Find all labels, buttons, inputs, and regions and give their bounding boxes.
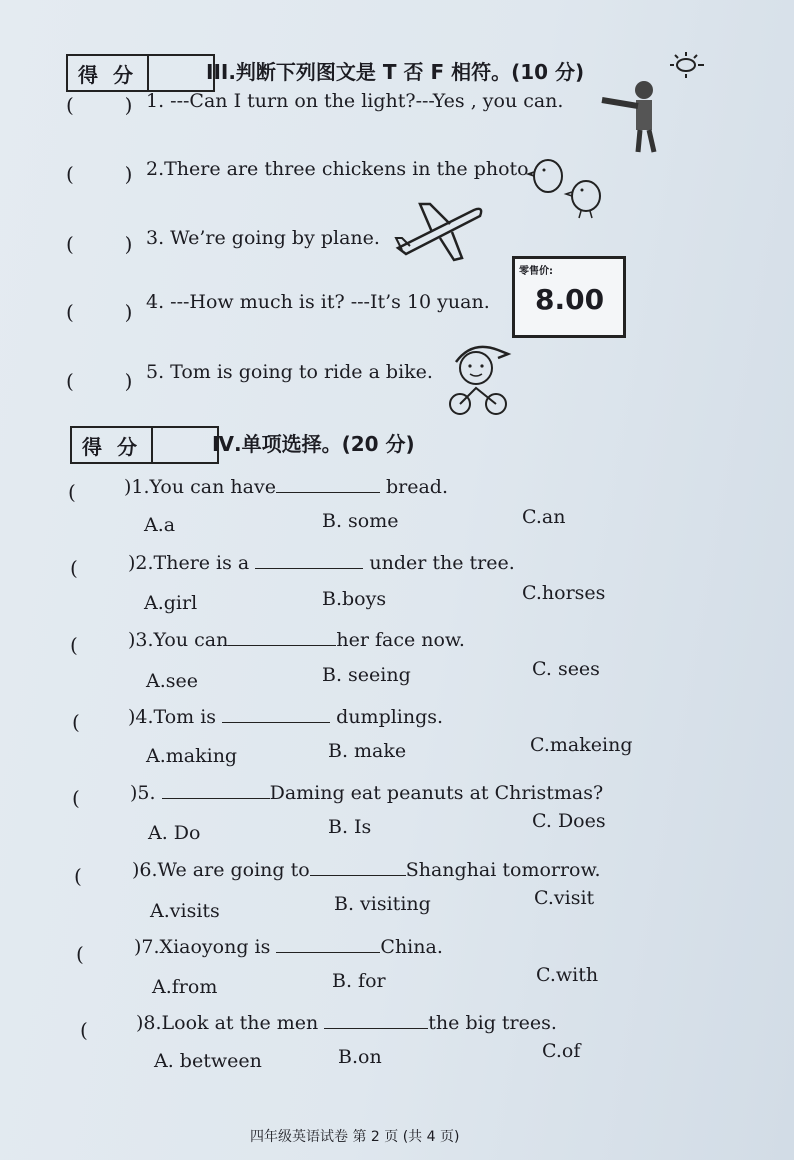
option-c[interactable]: C.visit <box>534 887 595 909</box>
score-label: 得 分 <box>68 56 149 90</box>
question-rest: her face now. <box>336 629 465 651</box>
answer-paren[interactable]: ( <box>72 710 118 734</box>
question-stem: )4.Tom is <box>128 706 217 728</box>
question-stem: )2.There is a <box>128 552 250 574</box>
fill-blank[interactable] <box>228 627 336 646</box>
question-rest: Shanghai tomorrow. <box>405 859 601 881</box>
fill-blank[interactable] <box>324 1010 428 1029</box>
bleed-through-text <box>470 30 794 1130</box>
person-pointing-illustration <box>594 76 674 156</box>
question-text <box>134 934 443 958</box>
option-c[interactable]: C. Does <box>532 810 606 832</box>
item-text: 1. ---Can I turn on the light?---Yes , you can. <box>146 90 564 112</box>
question-text <box>136 1010 557 1034</box>
question-text <box>124 474 448 498</box>
fill-blank[interactable] <box>255 550 363 569</box>
answer-paren[interactable]: ( ) <box>66 300 133 324</box>
answer-paren[interactable]: ( ) <box>66 232 133 256</box>
section-3-title: III.判断下列图文是 T 否 F 相符。(10 分) <box>206 60 585 84</box>
option-a[interactable]: A.see <box>146 670 198 692</box>
question-text <box>128 627 465 651</box>
answer-paren[interactable]: ( <box>72 786 118 810</box>
answer-paren[interactable]: ( ) <box>66 93 133 117</box>
answer-paren[interactable]: ( <box>76 942 122 966</box>
answer-paren[interactable]: ( <box>68 480 114 504</box>
boy-on-bike-illustration <box>442 334 522 418</box>
score-box-section-4 <box>70 426 219 464</box>
fill-blank[interactable] <box>310 857 406 876</box>
score-box-section-3 <box>66 54 215 92</box>
fill-blank[interactable] <box>276 934 380 953</box>
item-text: 2.There are three chickens in the photo. <box>146 158 535 180</box>
option-c[interactable]: C. sees <box>532 658 600 680</box>
answer-paren[interactable]: ( ) <box>66 369 133 393</box>
option-a[interactable]: A.making <box>146 745 238 767</box>
option-b[interactable]: B. make <box>328 740 407 762</box>
fill-blank[interactable] <box>276 474 380 493</box>
question-rest: under the tree. <box>369 552 515 574</box>
option-b[interactable]: B.boys <box>322 588 387 610</box>
question-text <box>128 704 443 728</box>
question-text <box>128 550 515 574</box>
question-text <box>130 780 603 804</box>
answer-paren[interactable]: ( ) <box>66 162 133 186</box>
answer-paren[interactable]: ( <box>70 556 116 580</box>
score-blank[interactable] <box>149 56 213 90</box>
score-blank[interactable] <box>153 428 217 462</box>
item-text: 3. We’re going by plane. <box>146 227 380 249</box>
option-a[interactable]: A.visits <box>150 900 220 922</box>
question-text <box>132 857 601 881</box>
option-b[interactable]: B. visiting <box>334 893 431 915</box>
option-b[interactable]: B.on <box>338 1046 382 1068</box>
question-stem: )8.Look at the men <box>136 1012 319 1034</box>
option-a[interactable]: A.from <box>152 976 218 998</box>
option-a[interactable]: A.a <box>144 514 176 536</box>
option-b[interactable]: B. Is <box>328 816 372 838</box>
airplane-illustration <box>392 198 488 262</box>
option-a[interactable]: A. Do <box>148 822 201 844</box>
price-value: 8.00 <box>535 283 605 316</box>
question-rest: Daming eat peanuts at Christmas? <box>269 782 604 804</box>
option-c[interactable]: C.horses <box>522 582 606 604</box>
section-4-title: Ⅳ.单项选择。(20 分) <box>212 432 415 456</box>
answer-paren[interactable]: ( <box>80 1018 126 1042</box>
price-tag <box>512 256 626 338</box>
question-stem: )7.Xiaoyong is <box>134 936 271 958</box>
question-stem: )1.You can have <box>124 476 276 498</box>
question-stem: )5. <box>130 782 156 804</box>
chickens-illustration <box>526 146 616 226</box>
option-c[interactable]: C.makeing <box>530 734 633 756</box>
question-rest: bread. <box>385 476 449 498</box>
answer-paren[interactable]: ( <box>70 633 116 657</box>
item-text: 4. ---How much is it? ---It’s 10 yuan. <box>146 291 490 313</box>
question-stem: )6.We are going to <box>132 859 310 881</box>
page-footer: 四年级英语试卷 第 2 页 (共 4 页) <box>250 1129 460 1145</box>
option-b[interactable]: B. some <box>322 510 399 532</box>
option-a[interactable]: A.girl <box>144 592 198 614</box>
sun-icon <box>668 50 708 80</box>
price-label: 零售价: <box>519 266 553 277</box>
question-rest: China. <box>380 936 443 958</box>
question-rest: dumplings. <box>336 706 444 728</box>
fill-blank[interactable] <box>162 780 270 799</box>
score-label: 得 分 <box>72 428 153 462</box>
item-text: 5. Tom is going to ride a bike. <box>146 361 433 383</box>
option-b[interactable]: B. for <box>332 970 386 992</box>
option-c[interactable]: C.of <box>542 1040 581 1062</box>
option-c[interactable]: C.with <box>536 964 599 986</box>
option-a[interactable]: A. between <box>154 1050 262 1072</box>
option-b[interactable]: B. seeing <box>322 664 411 686</box>
question-stem: )3.You can <box>128 629 229 651</box>
answer-paren[interactable]: ( <box>74 864 120 888</box>
question-rest: the big trees. <box>428 1012 557 1034</box>
fill-blank[interactable] <box>222 704 330 723</box>
option-c[interactable]: C.an <box>522 506 566 528</box>
